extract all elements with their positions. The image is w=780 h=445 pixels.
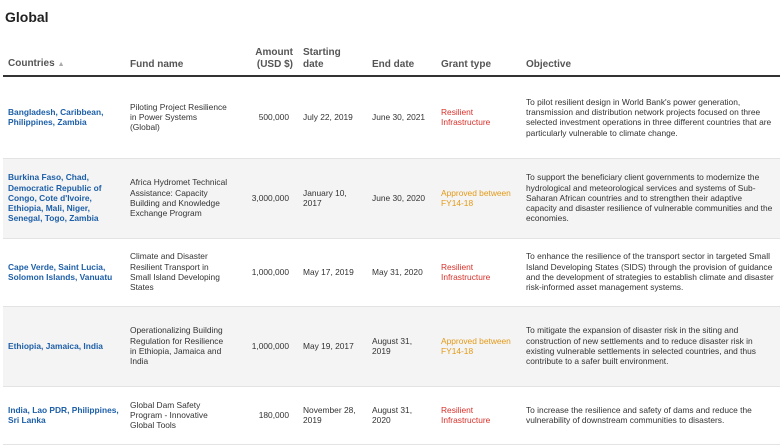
column-header-objective[interactable]: Objective <box>521 43 780 76</box>
end-date-cell: June 30, 2020 <box>367 158 436 238</box>
table-row <box>3 158 780 238</box>
end-date-cell: June 30, 2021 <box>372 112 426 123</box>
amount-cell: 500,000 <box>258 112 289 123</box>
country-cell[interactable]: Burkina Faso, Chad, Democratic Republic of Congo, Cote d'Ivoire, Ethiopia, Mali, Niger, Senegal, Togo, Zambia <box>3 158 125 238</box>
amount-cell: 180,000 <box>258 409 289 420</box>
column-header-starting-date[interactable]: Starting date <box>298 43 367 76</box>
sort-ascending-icon[interactable]: ▲ <box>57 61 65 68</box>
column-header-countries[interactable] <box>3 43 125 76</box>
grant-type-cell: Approved between FY14-18 <box>436 158 521 238</box>
table-row <box>3 238 780 306</box>
grant-type-cell: Resilient Infrastructure <box>441 404 491 425</box>
grant-type-cell: Resilient Infrastructure <box>441 106 491 128</box>
start-date-cell: May 19, 2017 <box>298 306 367 386</box>
objective-cell: To support the beneficiary client governments to modernize the hydrological and meteorological services and systems of Sub-Saharan African countries and to strengthen their adaptive capacity and disaster resilience of vulnerable communities and the economies. <box>521 158 780 238</box>
objective-cell: To enhance the resilience of the transport sector in targeted Small Island Developing States (SIDS) through the provision of guidance and the development of strategies to establish climate and disaster risk-informed asset management systems. <box>526 251 774 293</box>
country-cell[interactable]: Ethiopia, Jamaica, India <box>3 306 125 386</box>
fund-name-cell: Climate and Disaster Resilient Transport in Small Island Developing States <box>130 251 220 293</box>
amount-cell: 1,000,000 <box>233 306 298 386</box>
fund-name-cell: Global Dam Safety Program - Innovative Global Tools <box>130 399 208 431</box>
grant-type-cell: Resilient Infrastructure <box>441 261 491 282</box>
grant-type-cell: Approved between FY14-18 <box>436 306 521 386</box>
country-cell[interactable]: India, Lao PDR, Philippines, Sri Lanka <box>8 404 119 425</box>
start-date-cell: November 28, 2019 <box>303 404 356 425</box>
amount-cell: 3,000,000 <box>233 158 298 238</box>
table-row <box>3 76 780 158</box>
country-cell[interactable]: Cape Verde, Saint Lucia, Solomon Islands, Vanuatu <box>8 261 113 282</box>
end-date-cell: May 31, 2020 <box>372 266 423 277</box>
amount-cell: 1,000,000 <box>251 266 289 277</box>
country-cell[interactable]: Bangladesh, Caribbean, Philippines, Zambia <box>8 106 104 128</box>
table-row <box>3 386 780 444</box>
objective-cell: To mitigate the expansion of disaster risk in the siting and construction of new settlements and to reduce disaster risk in existing vulnerable settlements in selected countries, and thus contribute to a safer built environment. <box>521 306 780 386</box>
objective-cell: To pilot resilient design in World Bank's power generation, transmission and distribution network projects focused on three selected investment operations in three different countries that are particularly vulnerable to climate change. <box>526 96 772 138</box>
column-header-amount[interactable]: Amount (USD $) <box>233 43 298 76</box>
column-header-grant-type[interactable]: Grant type <box>436 43 521 76</box>
column-header-end-date[interactable]: End date <box>367 43 436 76</box>
start-date-cell: January 10, 2017 <box>298 158 367 238</box>
fund-name-cell: Piloting Project Resilience in Power Systems (Global) <box>130 101 227 133</box>
column-header-fund-name[interactable]: Fund name <box>125 43 233 76</box>
start-date-cell: May 17, 2019 <box>303 266 354 277</box>
column-header-label: Countries <box>8 58 55 69</box>
fund-name-cell: Operationalizing Building Regulation for Resilience in Ethiopia, Jamaica and India <box>125 306 233 386</box>
end-date-cell: August 31, 2019 <box>367 306 436 386</box>
grants-table <box>3 43 780 445</box>
end-date-cell: August 31, 2020 <box>372 404 413 425</box>
table-row <box>3 306 780 386</box>
start-date-cell: July 22, 2019 <box>303 112 353 123</box>
objective-cell: To increase the resilience and safety of dams and reduce the vulnerability of downstream communities to disasters. <box>526 404 752 425</box>
page-title: Global <box>5 9 49 25</box>
table-header-row <box>3 43 780 76</box>
fund-name-cell: Africa Hydromet Technical Assistance: Capacity Building and Knowledge Exchange Program <box>125 158 233 238</box>
